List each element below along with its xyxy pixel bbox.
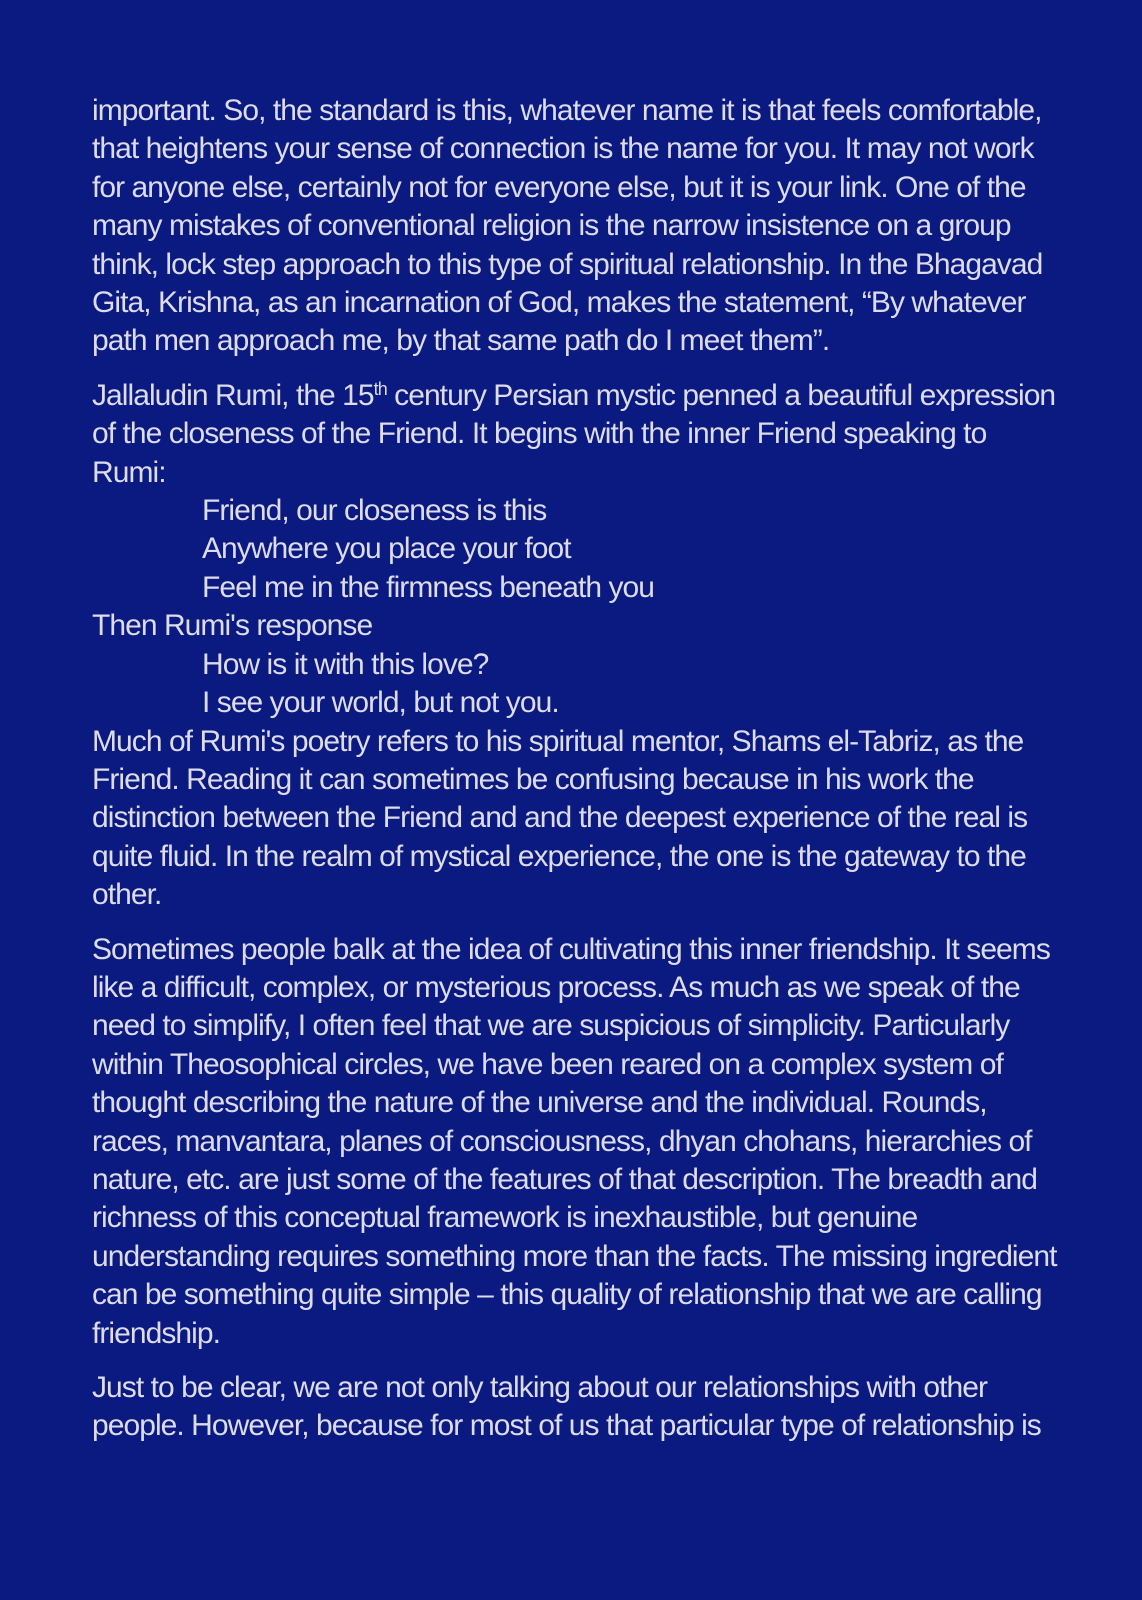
poem-line: Feel me in the firmness beneath you xyxy=(202,570,655,604)
text-line: other. xyxy=(92,878,162,912)
poem-rumi-verse xyxy=(92,646,1038,723)
text-line: of the closeness of the Friend. It begins with the inner Friend speaking to xyxy=(92,417,987,451)
text-line: Then Rumi's response xyxy=(92,609,373,643)
paragraph-rumi-intro xyxy=(92,377,1056,492)
text-line: quite fluid. In the realm of mystical experience, the one is the gateway to the xyxy=(92,839,1026,873)
paragraph-standard-name xyxy=(92,92,1043,361)
text-line: many mistakes of conventional religion is the narrow insistence on a group xyxy=(92,209,1011,243)
text-line: Just to be clear, we are not only talking about our relationships with other xyxy=(92,1371,988,1404)
poem-line: Anywhere you place your foot xyxy=(202,532,571,566)
text-line: people. However, because for most of us that particular type of relationship is xyxy=(92,1409,1041,1443)
text-line: Sometimes people balk at the idea of cultivating this inner friendship. It seems xyxy=(92,932,1050,966)
text-line: that heightens your sense of connection is the name for you. It may not work xyxy=(92,132,1034,166)
text-line: nature, etc. are just some of the features of that description. The breadth and xyxy=(92,1162,1038,1196)
text-line: friendship. xyxy=(92,1316,220,1350)
text-line: like a difficult, complex, or mysterious process. As much as we speak of the xyxy=(92,970,1020,1004)
poem-friend-verse xyxy=(92,492,1038,607)
text-line: richness of this conceptual framework is inexhaustible, but genuine xyxy=(92,1201,918,1235)
text-fragment: century Persian mystic penned a beautiful expression xyxy=(386,378,1056,412)
text-line: path men approach me, by that same path do I meet them”. xyxy=(92,324,830,358)
text-line: distinction between the Friend and and the deepest experience of the real is xyxy=(92,801,1028,835)
paragraph-rumi-poetry xyxy=(92,723,1038,915)
text-line: Friend. Reading it can sometimes be confusing because in his work the xyxy=(92,762,974,796)
text-line: need to simplify, I often feel that we are suspicious of simplicity. Particularly xyxy=(92,1009,1010,1043)
poem-line: I see your world, but not you. xyxy=(202,686,559,720)
paragraph-inner-friendship xyxy=(92,931,1057,1353)
text-line: races, manvantara, planes of consciousness, dhyan chohans, hierarchies of xyxy=(92,1124,1032,1158)
text-line: thought describing the nature of the universe and the individual. Rounds, xyxy=(92,1086,987,1120)
text-line: for anyone else, certainly not for everyone else, but it is your link. One of the xyxy=(92,170,1026,204)
response-line xyxy=(92,607,1038,645)
text-line: within Theosophical circles, we have been reared on a complex system of xyxy=(92,1047,1003,1081)
text-line: important. So, the standard is this, whatever name it is that feels comfortable, xyxy=(92,94,1042,127)
text-fragment: Jallaludin Rumi, the 15 xyxy=(92,378,374,412)
text-line: Much of Rumi's poetry refers to his spiritual mentor, Shams el-Tabriz, as the xyxy=(92,724,1024,758)
text-line: Rumi: xyxy=(92,455,166,489)
text-line: can be something quite simple – this quality of relationship that we are calling xyxy=(92,1278,1042,1312)
text-line: think, lock step approach to this type of spiritual relationship. In the Bhagavad xyxy=(92,247,1043,281)
text-line xyxy=(92,377,1056,415)
paragraph-relationships xyxy=(92,1369,1041,1446)
text-line: understanding requires something more than the facts. The missing ingredient xyxy=(92,1239,1057,1273)
poem-line: How is it with this love? xyxy=(202,647,489,681)
text-line: Gita, Krishna, as an incarnation of God, makes the statement, “By whatever xyxy=(92,286,1026,320)
poem-line: Friend, our closeness is this xyxy=(202,494,547,528)
ordinal-suffix: th xyxy=(373,378,387,399)
